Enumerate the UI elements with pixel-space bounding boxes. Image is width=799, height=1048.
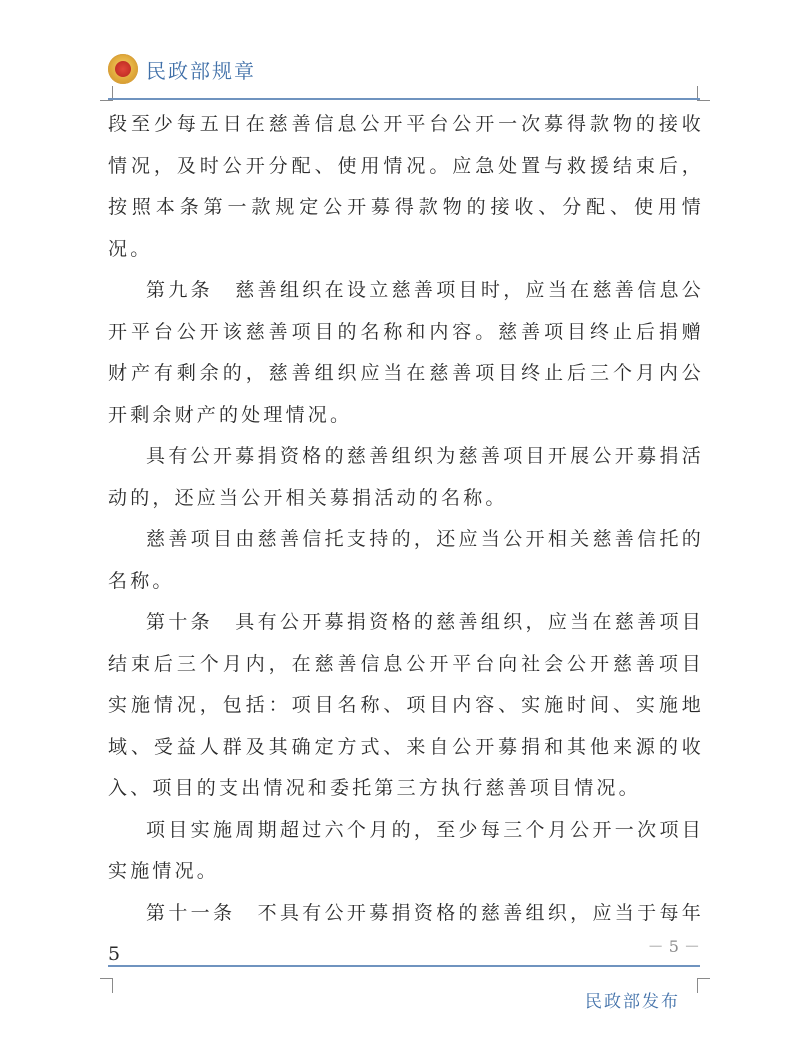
header-title: 民政部规章 [146, 58, 256, 83]
crop-mark-bottom-right [697, 978, 710, 993]
paragraph: 项目实施周期超过六个月的，至少每三个月公开一次项目实施情况。 [108, 818, 704, 882]
paragraph: 慈善项目由慈善信托支持的，还应当公开相关慈善信托的名称。 [108, 528, 704, 592]
paragraph-article-9: 第九条 慈善组织在设立慈善项目时，应当在慈善信息公开平台公开该慈善项目的名称和内容。慈善项目终止后捐赠财产有剩余的，慈善组织应当在慈善项目终止后三个月内公开剩余财产的处理情况。 [108, 279, 704, 426]
paragraph-article-10: 第十条 具有公开募捐资格的慈善组织，应当在慈善项目结束后三个月内，在慈善信息公开平台向社会公开慈善项目实施情况，包括：项目名称、项目内容、实施时间、实施地域、受益人群及其确定方式、来自公开募捐和其他来源的收入、项目的支出情况和委托第三方执行慈善项目情况。 [108, 611, 704, 799]
footer-divider [108, 965, 700, 967]
paragraph-article-11: 第十一条 不具有公开募捐资格的慈善组织，应当于每年5 [108, 901, 704, 965]
document-body [108, 104, 704, 976]
page-number: － 5 － [647, 937, 700, 956]
header-divider [108, 98, 700, 100]
footer-publisher: 民政部发布 [585, 992, 680, 1012]
national-emblem-icon [108, 54, 138, 84]
emblem-center [115, 61, 131, 77]
crop-mark-bottom-left [100, 978, 113, 993]
paragraph: 具有公开募捐资格的慈善组织为慈善项目开展公开募捐活动的，还应当公开相关募捐活动的名称。 [108, 445, 704, 509]
page-header [108, 52, 256, 86]
paragraph-continuation: 段至少每五日在慈善信息公开平台公开一次募得款物的接收情况，及时公开分配、使用情况。应急处置与救援结束后，按照本条第一款规定公开募得款物的接收、分配、使用情况。 [108, 113, 704, 260]
